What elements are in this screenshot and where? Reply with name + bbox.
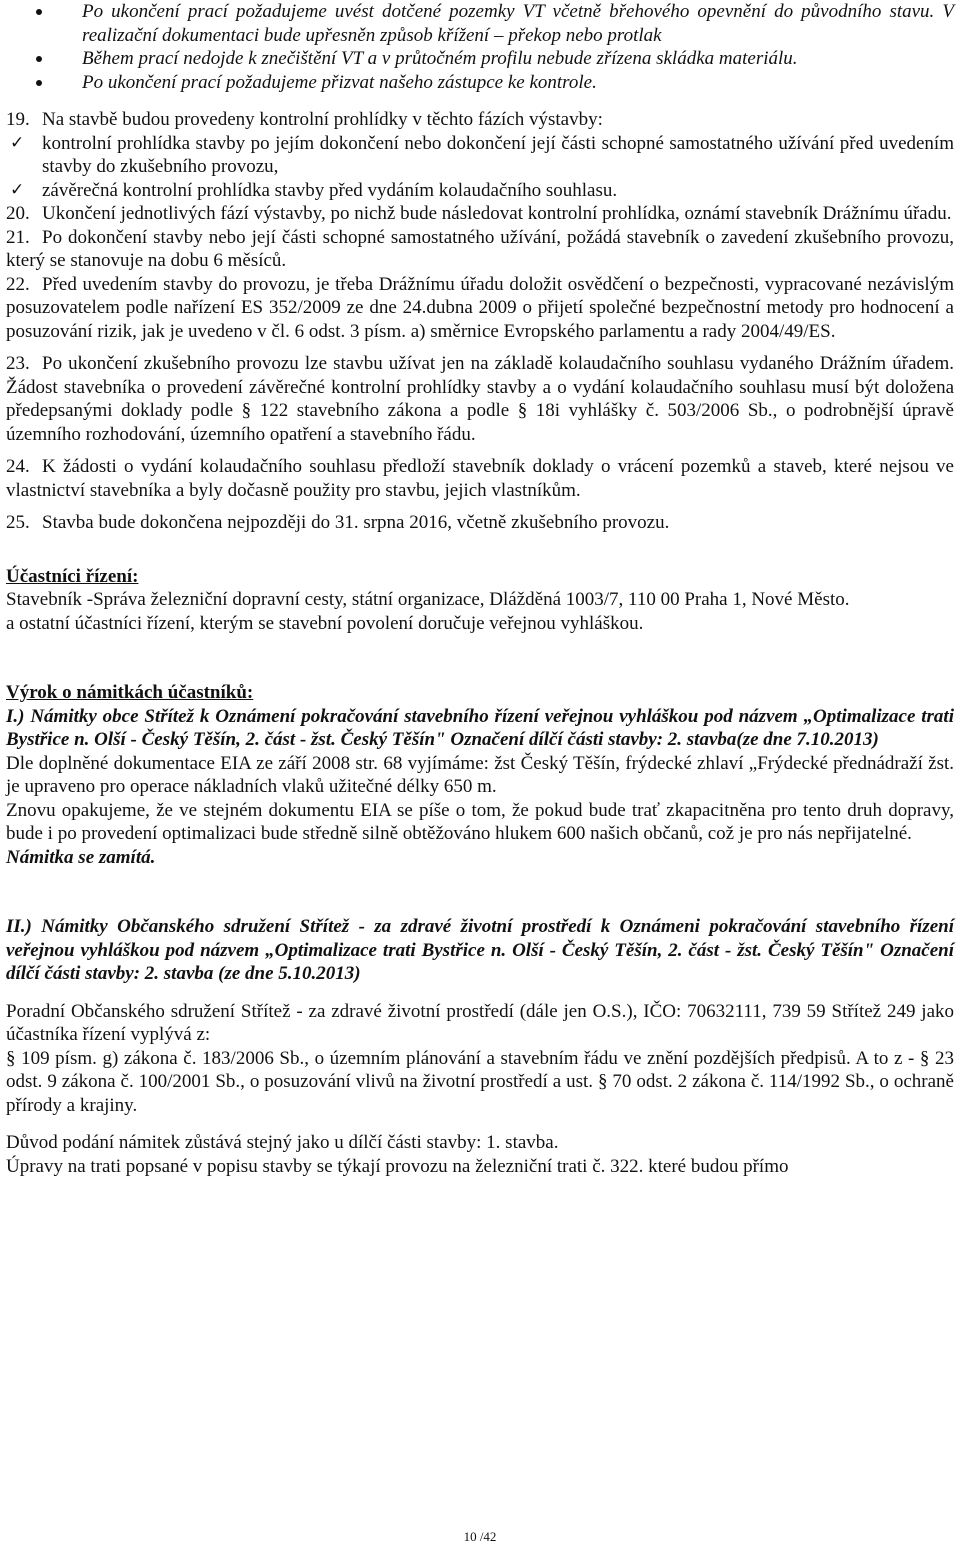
participants-heading: Účastníci řízení: <box>6 565 139 587</box>
item-number: 19. <box>6 109 30 130</box>
objection-two-paragraph: Poradní Občanského sdružení Střítež - za zdravé životní prostředí (dále jen O.S.), IČO: 70632111, 739 59 Střítež 249 jako účastníka řízení vyplývá z: <box>6 1000 954 1045</box>
item-22: 22. Před uvedením stavby do provozu, je třeba Drážnímu úřadu doložit osvědčení o bezpečnosti, vypracované nezávislým posuzovatelem podle nařízení ES 352/2009 ze dne 24.dubna 2009 o přijetí společné bezpečnostní metody pro hodnocení a posuzování rizik, jak je uvedeno v čl. 6 odst. 3 písm. a) směrnice Evropského parlamentu a rady 2004/49/ES. <box>6 273 954 342</box>
item-25: 25. Stavba bude dokončena nejpozději do 31. srpna 2016, včetně zkušebního provozu. <box>6 512 670 533</box>
item-number: 22. <box>6 273 30 295</box>
item-23: 23. Po ukončení zkušebního provozu lze stavbu užívat jen na základě kolaudačního souhlasu vydaného Drážním úřadem. Žádost stavebníka o provedení závěrečné kontrolní prohlídky stavby a o vydání kolaudačního souhlasu musí být doložena předepsanými doklady podle § 122 stavebního zákona a podle § 18i vyhlášky č. 503/2006 Sb., o podrobnější úpravě územního rozhodování, územního opatření a stavebního řádu. <box>6 353 954 445</box>
list-item: ✓ kontrolní prohlídka stavby po jejím dokončení nebo dokončení její části schopné samostatného užívání před uvedením stavby do zkušebního provozu, <box>10 132 954 177</box>
item-number: 23. <box>6 353 30 374</box>
participants-line: a ostatní účastníci řízení, kterým se stavební povolení doručuje veřejnou vyhláškou. <box>6 612 644 634</box>
list-item: Během prací nedojde k znečištění VT a v průtočném profilu nebude zřízena skládka materiálu. <box>6 47 954 71</box>
objection-one-paragraph: Znovu opakujeme, že ve stejném dokumentu EIA se píše o tom, že pokud bude trať zkapacitněna pro tento druh dopravy, bude i po provedení optimalizaci bude středně silně obtěžováno hlukem 600 našich občanů, což je pro nás nepřijatelné. <box>6 799 954 844</box>
page-number: 10 /42 <box>463 1529 497 1544</box>
item-21: 21. Po dokončení stavby nebo její části schopné samostatného užívání, požádá stavebník o zavedení zkušebního provozu, který se stanovuje na dobu 6 měsíců. <box>6 226 954 271</box>
checkmark-icon: ✓ <box>10 179 25 200</box>
checklist <box>6 132 954 203</box>
objections-heading: Výrok o námitkách účastníků: <box>6 682 254 703</box>
list-item: Po ukončení prací požadujeme přizvat našeho zástupce ke kontrole. <box>6 71 954 95</box>
item-number: 25. <box>6 512 30 533</box>
bullet-list <box>6 0 954 94</box>
objection-one-paragraph: Dle doplněné dokumentace EIA ze září 2008 str. 68 vyjímáme: žst Český Těšín, frýdecké zhlaví „Frýdecké přednádraží žst. je upraveno pro operace nákladních vlaků užitečné délky 650 m. <box>6 752 954 797</box>
item-24: 24. K žádosti o vydání kolaudačního souhlasu předloží stavebník doklady o vrácení pozemků a staveb, které nejsou ve vlastnictví stavebníka a byly dočasně použity pro stavbu, jejich vlastníkům. <box>6 456 954 501</box>
item-20: 20. Ukončení jednotlivých fází výstavby, po nichž bude následovat kontrolní prohlídka, oznámí stavebník Drážnímu úřadu. <box>6 203 952 224</box>
item-number: 21. <box>6 226 30 248</box>
list-item: ✓ závěrečná kontrolní prohlídka stavby před vydáním kolaudačního souhlasu. <box>10 179 618 201</box>
bullet-icon <box>36 56 42 62</box>
list-item: Po ukončení prací požadujeme uvést dotčené pozemky VT včetně břehového opevnění do původního stavu. V realizační dokumentaci bude upřesněn způsob křížení – překop nebo protlak <box>6 0 954 47</box>
document-page <box>6 0 954 1178</box>
participants-line: Stavebník -Správa železniční dopravní cesty, státní organizace, Dlážděná 1003/7, 110 00 Praha 1, Nové Město. <box>6 589 850 610</box>
checkmark-icon: ✓ <box>10 132 25 153</box>
objection-verdict: Námitka se zamítá. <box>6 846 156 868</box>
bullet-icon <box>36 9 42 15</box>
objection-two-paragraph: Úpravy na trati popsané v popisu stavby se týkají provozu na železniční trati č. 322. které budou přímo <box>6 1155 789 1177</box>
item-19: 19. Na stavbě budou provedeny kontrolní prohlídky v těchto fázích výstavby: <box>6 109 603 130</box>
objection-two-paragraph: § 109 písm. g) zákona č. 183/2006 Sb., o územním plánování a stavebním řádu ve znění pozdějších předpisů. A to z - § 23 odst. 9 zákona č. 100/2001 Sb., o posuzování vlivů na životní prostředí a ust. § 70 odst. 2 zákona č. 114/1992 Sb., o ochraně přírody a krajiny. <box>6 1047 954 1116</box>
objection-two-title: II.) Námitky Občanského sdružení Střítež - za zdravé životní prostředí k Oznámeni pokračování stavebního řízení veřejnou vyhláškou pod názvem „Optimalizace trati Bystřice n. Olší - Český Těšín, 2. část - žst. Český Těšín" Označení dílčí části stavby: 2. stavba (ze dne 5.10.2013) <box>6 916 954 984</box>
item-number: 24. <box>6 456 30 477</box>
objection-one-title: I.) Námitky obce Střítež k Oznámení pokračování stavebního řízení veřejnou vyhláškou pod názvem „Optimalizace trati Bystřice n. Olší - Český Těšín, 2. část - žst. Český Těšín" Označení dílčí části stavby: 2. stavba(ze dne 7.10.2013) <box>6 705 954 750</box>
bullet-icon <box>36 80 42 86</box>
item-number: 20. <box>6 203 30 224</box>
objection-two-paragraph: Důvod podání námitek zůstává stejný jako u dílčí části stavby: 1. stavba. <box>6 1132 559 1153</box>
